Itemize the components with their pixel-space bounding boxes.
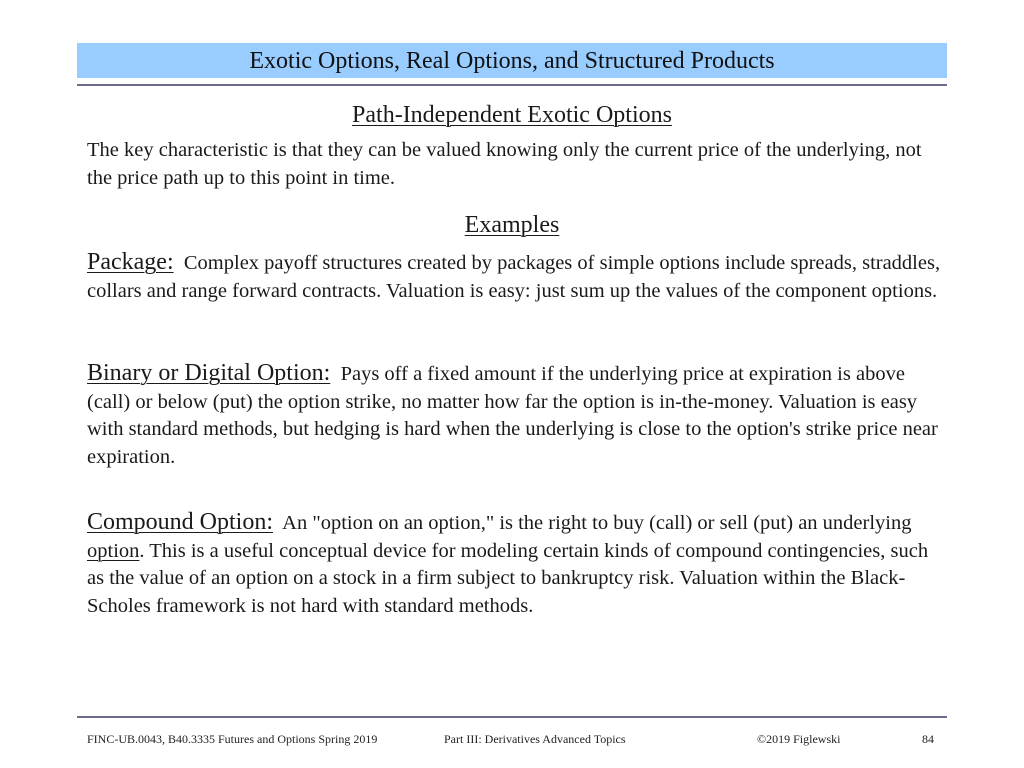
binary-paragraph: [87, 360, 947, 471]
binary-text: Pays off a fixed amount if the underlying price at expiration is above (call) or below (put) the option strike, no matter how far the option is in-the-money. Valuation is easy with standard methods, but hedging is hard when the underlying is close to the option's strike price near expiration.: [87, 363, 938, 468]
package-text: Complex payoff structures created by packages of simple options include spreads, straddles, collars and range forward contracts. Valuation is easy: just sum up the values of the component options.: [87, 252, 941, 302]
footer-part: Part III: Derivatives Advanced Topics: [444, 732, 626, 746]
binary-term: Binary or Digital Option:: [87, 360, 331, 386]
intro-paragraph: The key characteristic is that they can be valued knowing only the current price of the underlying, not the price path up to this point in time.: [87, 139, 922, 189]
section-heading: Path-Independent Exotic Options: [352, 102, 672, 128]
page-number: 84: [922, 732, 934, 746]
compound-paragraph: [87, 509, 947, 620]
compound-text-after: . This is a useful conceptual device for modeling certain kinds of compound contingencies, such as the value of an option on a stock in a firm subject to bankruptcy risk. Valuation within the Black-Scholes framework is not hard with standard methods.: [87, 539, 929, 617]
title-bar: [77, 43, 947, 78]
examples-heading: Examples: [464, 212, 560, 238]
slide-title: Exotic Options, Real Options, and Structured Products: [249, 48, 775, 74]
package-paragraph: [87, 249, 947, 305]
compound-text-before: An "option on an option," is the right to buy (call) or sell (put) an underlying: [282, 512, 912, 534]
footer-copyright: ©2019 Figlewski: [757, 732, 841, 746]
bottom-divider: [77, 716, 947, 718]
compound-term: Compound Option:: [87, 509, 274, 535]
footer-course: FINC-UB.0043, B40.3335 Futures and Options Spring 2019: [87, 732, 378, 746]
top-divider: [77, 84, 947, 86]
compound-underlined-word: option: [87, 539, 140, 562]
package-term: Package:: [87, 249, 174, 275]
